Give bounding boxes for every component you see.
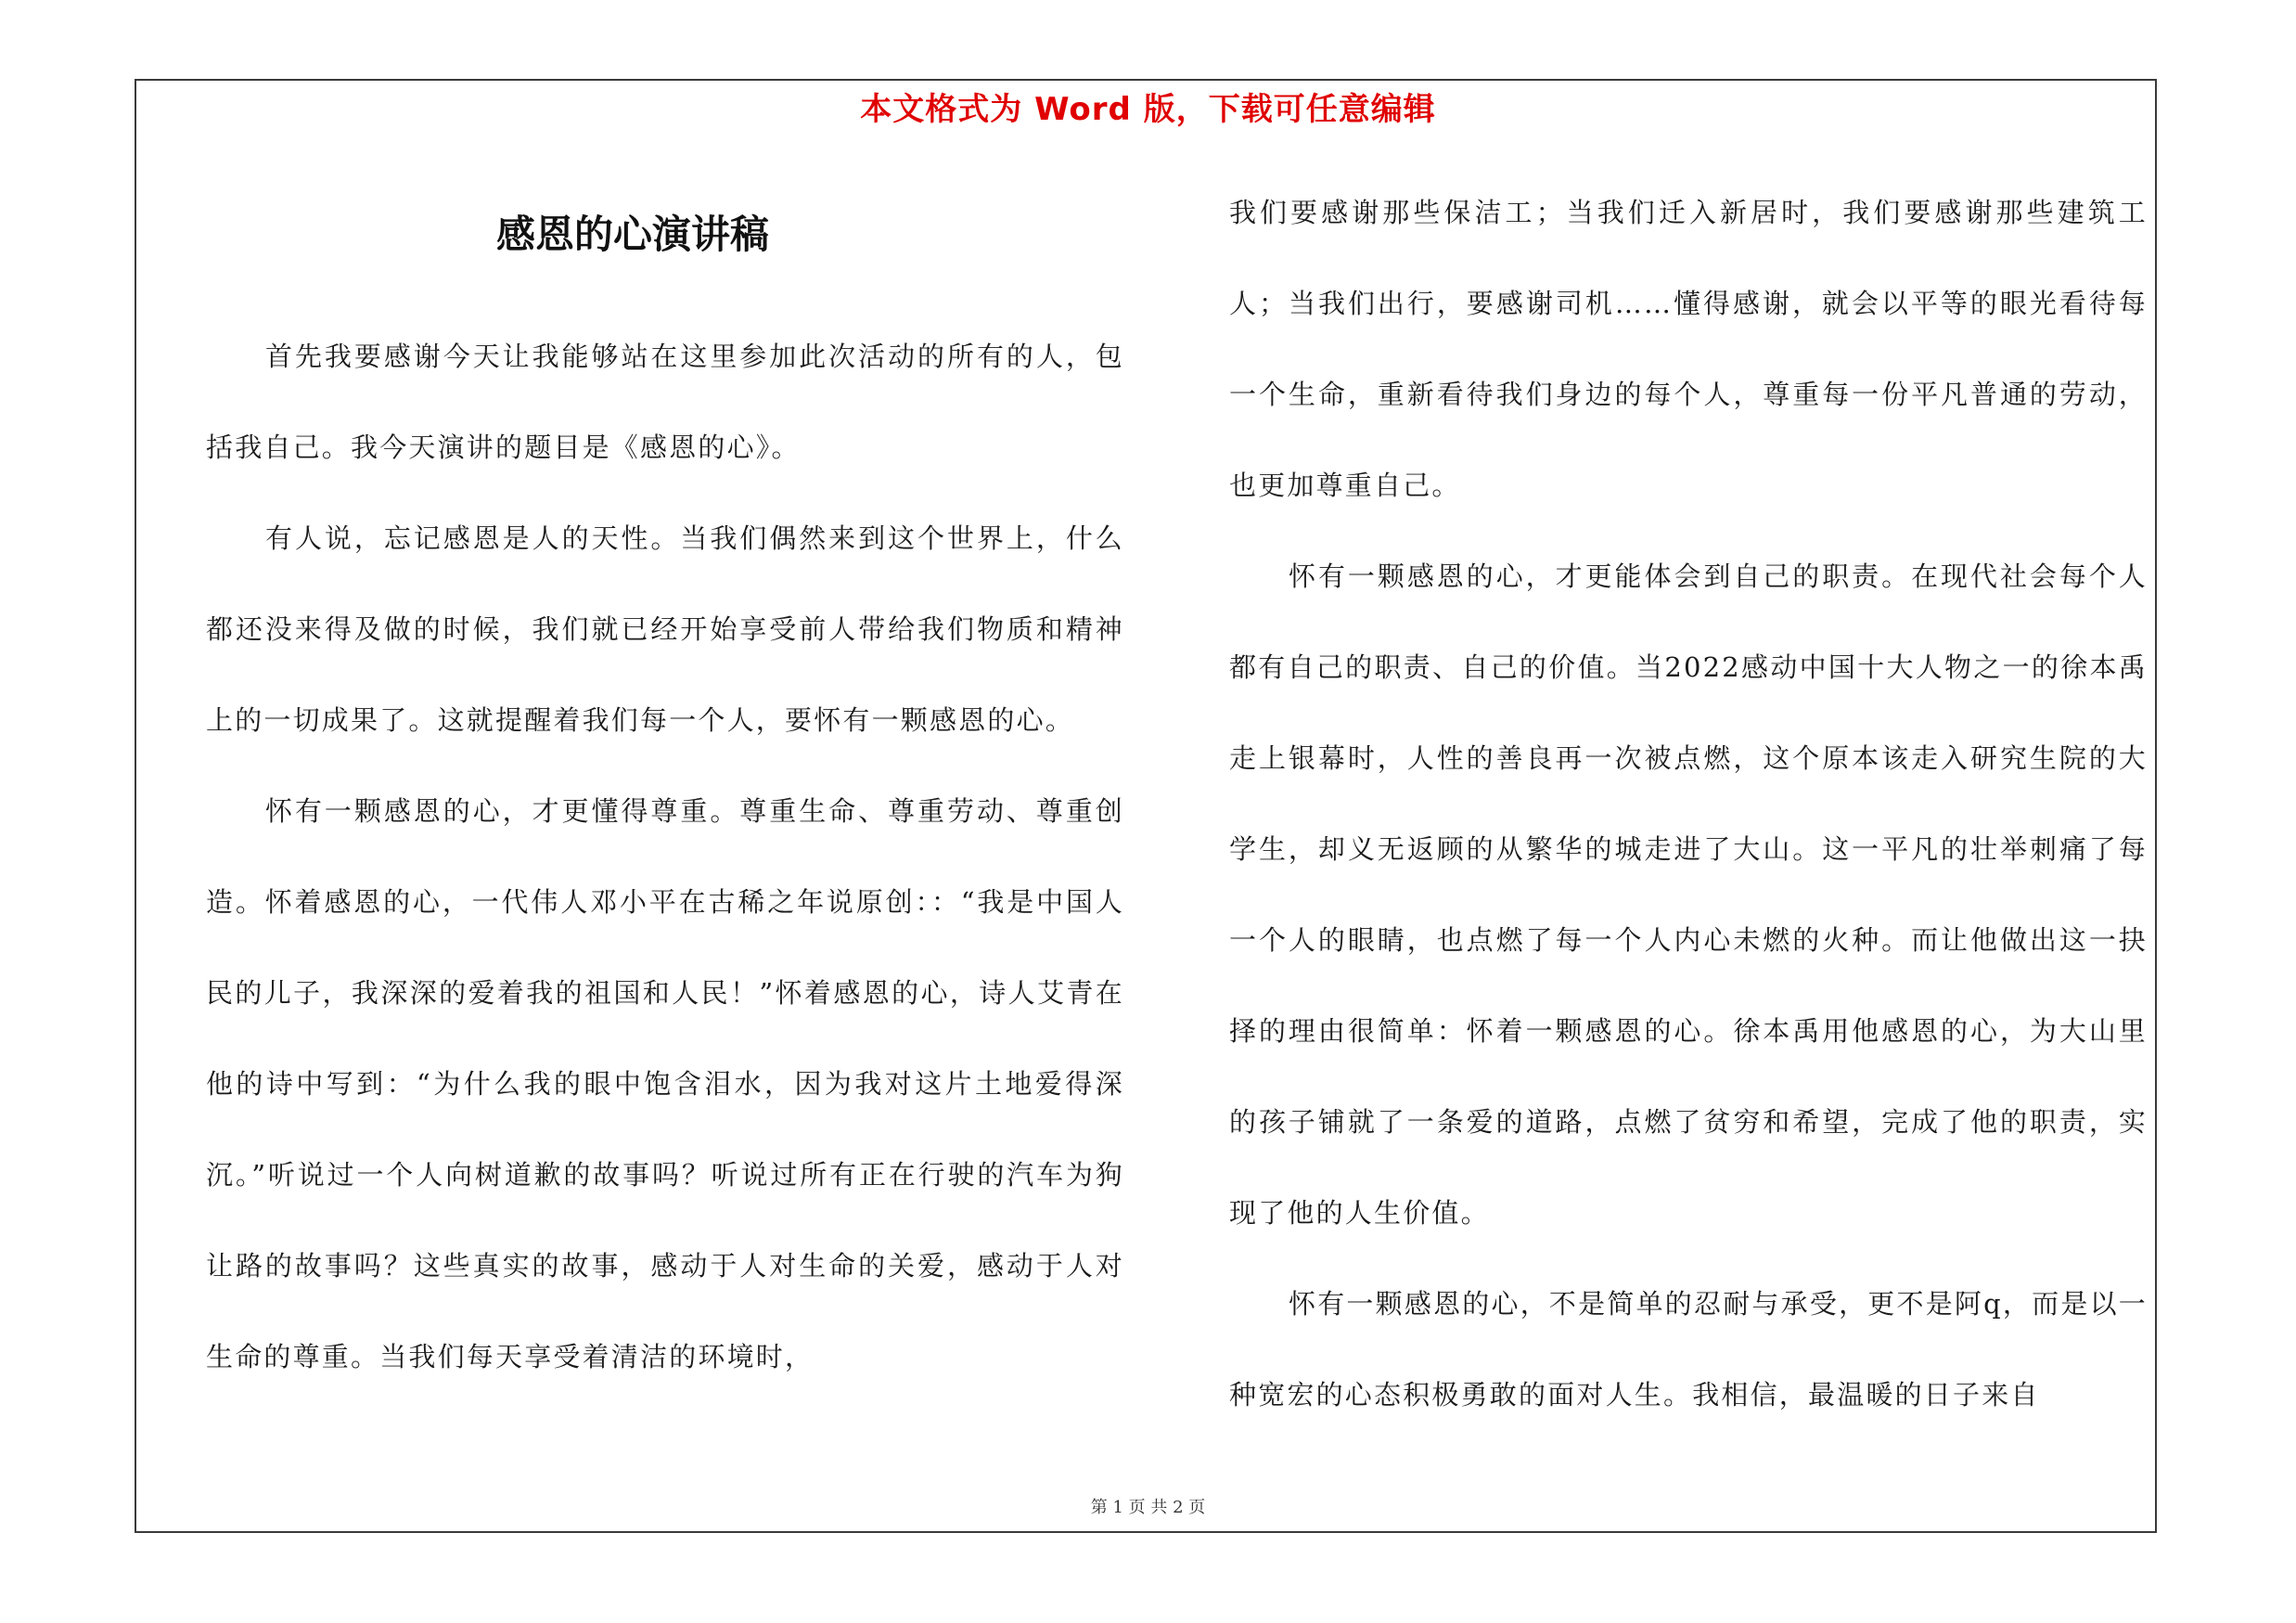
paragraph: 首先我要感谢今天让我能够站在这里参加此次活动的所有的人，包括我自己。我今天演讲的题目是《感恩的心》。 [206,341,1124,463]
paragraph: 怀有一颗感恩的心，才更懂得尊重。尊重生命、尊重劳动、尊重创造。怀着感恩的心，一代伟人邓小平在古稀之年说原创：：“我是中国人民的儿子，我深深的爱着我的祖国和人民！”怀着感恩的心，诗人艾青在他的诗中写到：“为什么我的眼中饱含泪水，因为我对这片土地爱得深沉。”听说过一个人向树道歉的故事吗？听说过所有正在行驶的汽车为狗让路的故事吗？这些真实的故事，感动于人对生命的关爱，感动于人对生命的尊重。当我们每天享受着清洁的环境时， [206,795,1124,1372]
paragraph: 有人说，忘记感恩是人的天性。当我们偶然来到这个世界上，什么都还没来得及做的时候，我们就已经开始享受前人带给我们物质和精神上的一切成果了。这就提醒着我们每一个人，要怀有一颗感恩的心。 [206,522,1124,736]
paragraph: 我们要感谢那些保洁工；当我们迁入新居时，我们要感谢那些建筑工人；当我们出行，要感谢司机……懂得感谢，就会以平等的眼光看待每一个生命，重新看待我们身边的每个人，尊重每一份平凡普通的劳动，也更加尊重自己。 [1229,197,2148,501]
right-column-body [1229,167,2148,1440]
paragraph: 怀有一颗感恩的心，不是简单的忍耐与承受，更不是阿q，而是以一种宽宏的心态积极勇敢的面对人生。我相信，最温暖的日子来自 [1229,1288,2148,1410]
format-banner: 本文格式为 Word 版，下载可任意编辑 [860,91,1436,128]
left-column-body [206,311,1124,1402]
document-title: 感恩的心演讲稿 [495,212,769,257]
page-number: 第 1 页 共 2 页 [1090,1498,1206,1517]
paragraph: 怀有一颗感恩的心，才更能体会到自己的职责。在现代社会每个人都有自己的职责、自己的价值。当2022感动中国十大人物之一的徐本禹走上银幕时，人性的善良再一次被点燃，这个原本该走入研究生院的大学生，却义无返顾的从繁华的城走进了大山。这一平凡的壮举刺痛了每一个人的眼睛，也点燃了每一个人内心未燃的火种。而让他做出这一抉择的理由很简单：怀着一颗感恩的心。徐本禹用他感恩的心，为大山里的孩子铺就了一条爱的道路，点燃了贫穷和希望，完成了他的职责，实现了他的人生价值。 [1229,560,2148,1229]
